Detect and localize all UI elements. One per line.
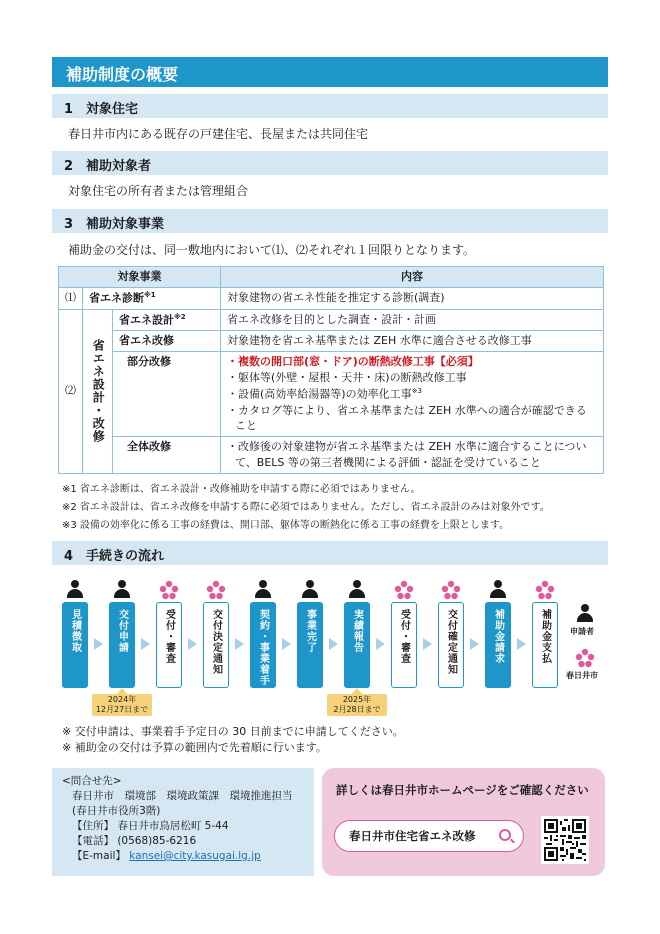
contact-office: (春日井市役所3階) [72, 805, 161, 817]
vertical-label: 省エネ設計・改修 [83, 309, 113, 474]
city-emblem-icon [535, 580, 555, 600]
content-design: 省エネ改修を目的とした調査・設計・計画 [221, 309, 604, 331]
flow-step: 実績報告 [344, 602, 370, 688]
homepage-search-box[interactable] [334, 820, 524, 852]
content-full: ・改修後の対象建物が省エネ基準または ZEH 水準に適合することについて、BELS 等の第三者機関による評価・認証を受けていること [221, 437, 604, 474]
target-projects-table [58, 266, 604, 474]
item-full: 全体改修 [113, 437, 221, 474]
contact-phone: 【電話】 (0568)85-6216 [72, 835, 197, 847]
applicant-icon [66, 580, 84, 600]
email-link[interactable]: kansei@city.kasugai.lg.jp [129, 850, 261, 862]
deadline-badge: 2024年 12月27日まで [92, 694, 152, 716]
contact-box [52, 768, 314, 876]
applicant-legend-icon [576, 604, 594, 624]
arrow-right-icon [94, 638, 104, 650]
item-renovation: 省エネ改修 [113, 331, 221, 352]
deadline-badge: 2025年 2月28日まで [327, 694, 387, 716]
flow-step: 補助金支払 [532, 602, 558, 688]
item-partial: 部分改修 [113, 352, 221, 437]
city-emblem-icon [441, 580, 461, 600]
target-projects-text: 補助金の交付は、同一敷地内において⑴、⑵それぞれ１回限りとなります。 [68, 243, 476, 257]
applicant-icon [348, 580, 366, 600]
contact-email: 【E-mail】 kansei@city.kasugai.lg.jp [72, 850, 261, 862]
contact-address: 【住所】 春日井市鳥居松町 5-44 [72, 820, 229, 832]
arrow-right-icon [235, 638, 245, 650]
target-housing-text: 春日井市内にある既存の戸建住宅、長屋または共同住宅 [68, 127, 369, 141]
footnotes: ※1 省エネ診断は、省エネ設計・改修補助を申請する際に必須ではありません。 ※2 省エネ設計は、省エネ改修を申請する際に必須ではありません。ただし、省エネ設計のみは対象外です。 ※3 設備の効率化に係る工事の経費は、開口部、躯体等の断熱化に係る工事の経費を上限とします。 [62, 484, 550, 531]
applicant-icon [113, 580, 131, 600]
arrow-right-icon [282, 638, 292, 650]
flow-step: 事業完了 [297, 602, 323, 688]
procedure-notes: ※ 交付申請は、事業着手予定日の 30 日前までに申請してください。 ※ 補助金の交付は予算の範囲内で先着順に行います。 [62, 725, 404, 754]
content-partial: ・複数の開口部(窓・ドア)の断熱改修工事【必須】 ・躯体等(外壁・屋根・天井・床)の断熱改修工事 ・設備(高効率給湯器等)の効率化工事$^{※3}$ ・カタログ等により、省エネ基準または ZEH 水準への適合が確認できること [221, 352, 604, 437]
arrow-right-icon [423, 638, 433, 650]
table-row [59, 287, 604, 309]
applicant-icon [254, 580, 272, 600]
item-design: 省エネ設計$^{※2}$ [113, 309, 221, 331]
flow-step: 受付・審査 [391, 602, 417, 688]
contact-heading: <問合せ先> [62, 775, 122, 787]
contact-dept: 春日井市 環境部 環境政策課 環境推進担当 [72, 790, 293, 802]
flow-step: 契約・事業着手 [250, 602, 276, 688]
arrow-right-icon [376, 638, 386, 650]
arrow-right-icon [517, 638, 527, 650]
arrow-right-icon [329, 638, 339, 650]
column-header-content: 内容 [221, 267, 604, 288]
table-row [59, 352, 604, 437]
flow-step: 補助金請求 [485, 602, 511, 688]
legend-applicant: 申請者 [570, 627, 594, 636]
row-number: ⑴ [59, 287, 83, 309]
city-emblem-legend-icon [575, 648, 595, 668]
flow-step: 見積徴取 [62, 602, 88, 688]
table-row [59, 309, 604, 331]
flow-step: 受付・審査 [156, 602, 182, 688]
content-renovation: 対象建物を省エネ基準または ZEH 水準に適合させる改修工事 [221, 331, 604, 352]
section-heading-target-projects: 3 補助対象事業 [52, 209, 608, 233]
homepage-box [322, 768, 605, 876]
legend-city: 春日井市 [566, 671, 598, 680]
city-emblem-icon [394, 580, 414, 600]
applicant-icon [489, 580, 507, 600]
row-number: ⑵ [59, 309, 83, 474]
eligible-persons-text: 対象住宅の所有者または管理組合 [68, 184, 249, 198]
section-heading-procedure: 4 手続きの流れ [52, 541, 608, 565]
section-heading-target-housing: 1 対象住宅 [52, 94, 608, 118]
procedure-flow [62, 580, 622, 720]
city-emblem-icon [159, 580, 179, 600]
search-icon [499, 829, 511, 841]
arrow-right-icon [188, 638, 198, 650]
flow-step: 交付申請 [109, 602, 135, 688]
arrow-right-icon [470, 638, 480, 650]
search-keyword: 春日井市住宅省エネ改修 [349, 829, 476, 843]
city-emblem-icon [206, 580, 226, 600]
flow-step: 交付確定通知 [438, 602, 464, 688]
homepage-title: 詳しくは春日井市ホームページをご確認ください [336, 783, 589, 797]
content-diagnosis: 対象建物の省エネ性能を推定する診断(調査) [221, 287, 604, 309]
table-row [59, 437, 604, 474]
item-diagnosis: 省エネ診断$^{※1}$ [83, 287, 221, 309]
applicant-icon [301, 580, 319, 600]
arrow-right-icon [141, 638, 151, 650]
flow-step: 交付決定通知 [203, 602, 229, 688]
qr-code-icon[interactable] [541, 816, 589, 864]
section-heading-eligible-persons: 2 補助対象者 [52, 151, 608, 175]
column-header-job: 対象事業 [59, 267, 221, 288]
page-title: 補助制度の概要 [52, 57, 608, 87]
table-row [59, 331, 604, 352]
